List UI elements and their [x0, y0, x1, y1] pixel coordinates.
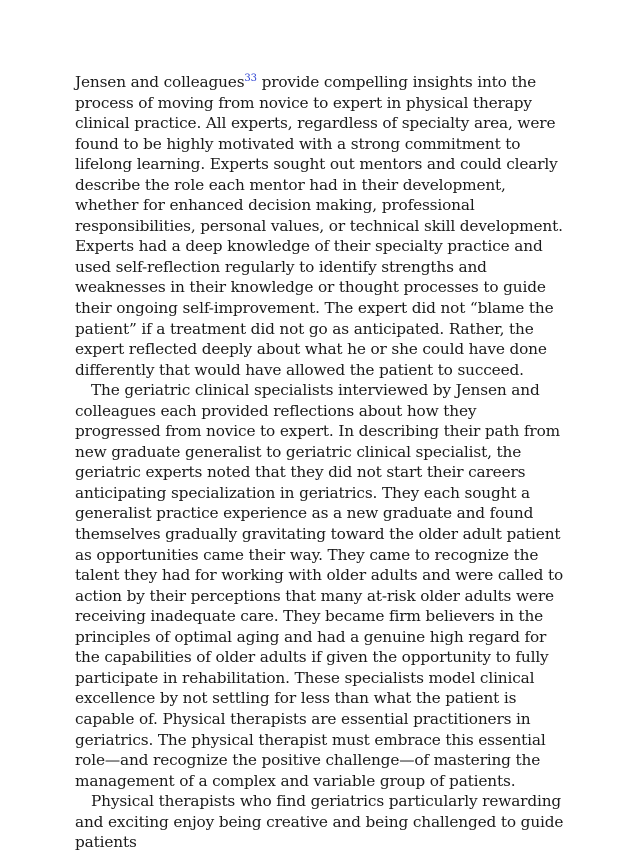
body-text — [75, 72, 565, 853]
paragraph-2: The geriatric clinical specialists interviewed by Jensen and colleagues each provided reflections about how they progressed from novice to expert. In describing their path from new graduate generalist to geriatric clinical specialist, the geriatric experts noted that they did not start their careers anticipating specialization in geriatrics. They each sought a generalist practice experience as a new graduate and found themselves gradually gravitating toward the older adult patient as opportunities came their way. They came to recognize the talent they had for working with older adults and were called to action by their perceptions that many at-risk older adults were receiving inadequate care. They became firm believers in the principles of optimal aging and had a genuine high regard for the capabilities of older adults if given the opportunity to fully participate in rehabilitation. These specialists model clinical excellence by not settling for less than what the patient is capable of. Physical therapists are essential practitioners in geriatrics. The physical therapist must embrace this essential role—and recognize the positive challenge—of mastering the management of a complex and variable group of patients. — [75, 381, 564, 790]
paragraph-1-body: provide compelling insights into the process of moving from novice to expert in physical therapy clinical practice. All experts, regardless of specialty area, were found to be highly motivated with a strong commitment to lifelong learning. Experts sought out mentors and could clearly describe the role each mentor had in their development, whether for enhanced decision making, professional responsibilities, personal values, or technical skill development. Experts had a deep knowledge of their specialty practice and used self-reflection regularly to identify strengths and weaknesses in their knowledge or thought processes to guide their ongoing self-improvement. The expert did not “blame the patient” if a treatment did not go as anticipated. Rather, the expert reflected deeply about what he or she could have done differently that would have allowed the patient to succeed. — [75, 73, 563, 379]
paragraph-3: Physical therapists who find geriatrics particularly rewarding and exciting enjoy being creative and being challenged to guide patients — [75, 792, 564, 852]
citation-link-33[interactable]: 33 — [244, 73, 257, 84]
paragraph-1-lead: Jensen and colleagues — [75, 73, 245, 91]
paragraph-1 — [75, 72, 565, 380]
